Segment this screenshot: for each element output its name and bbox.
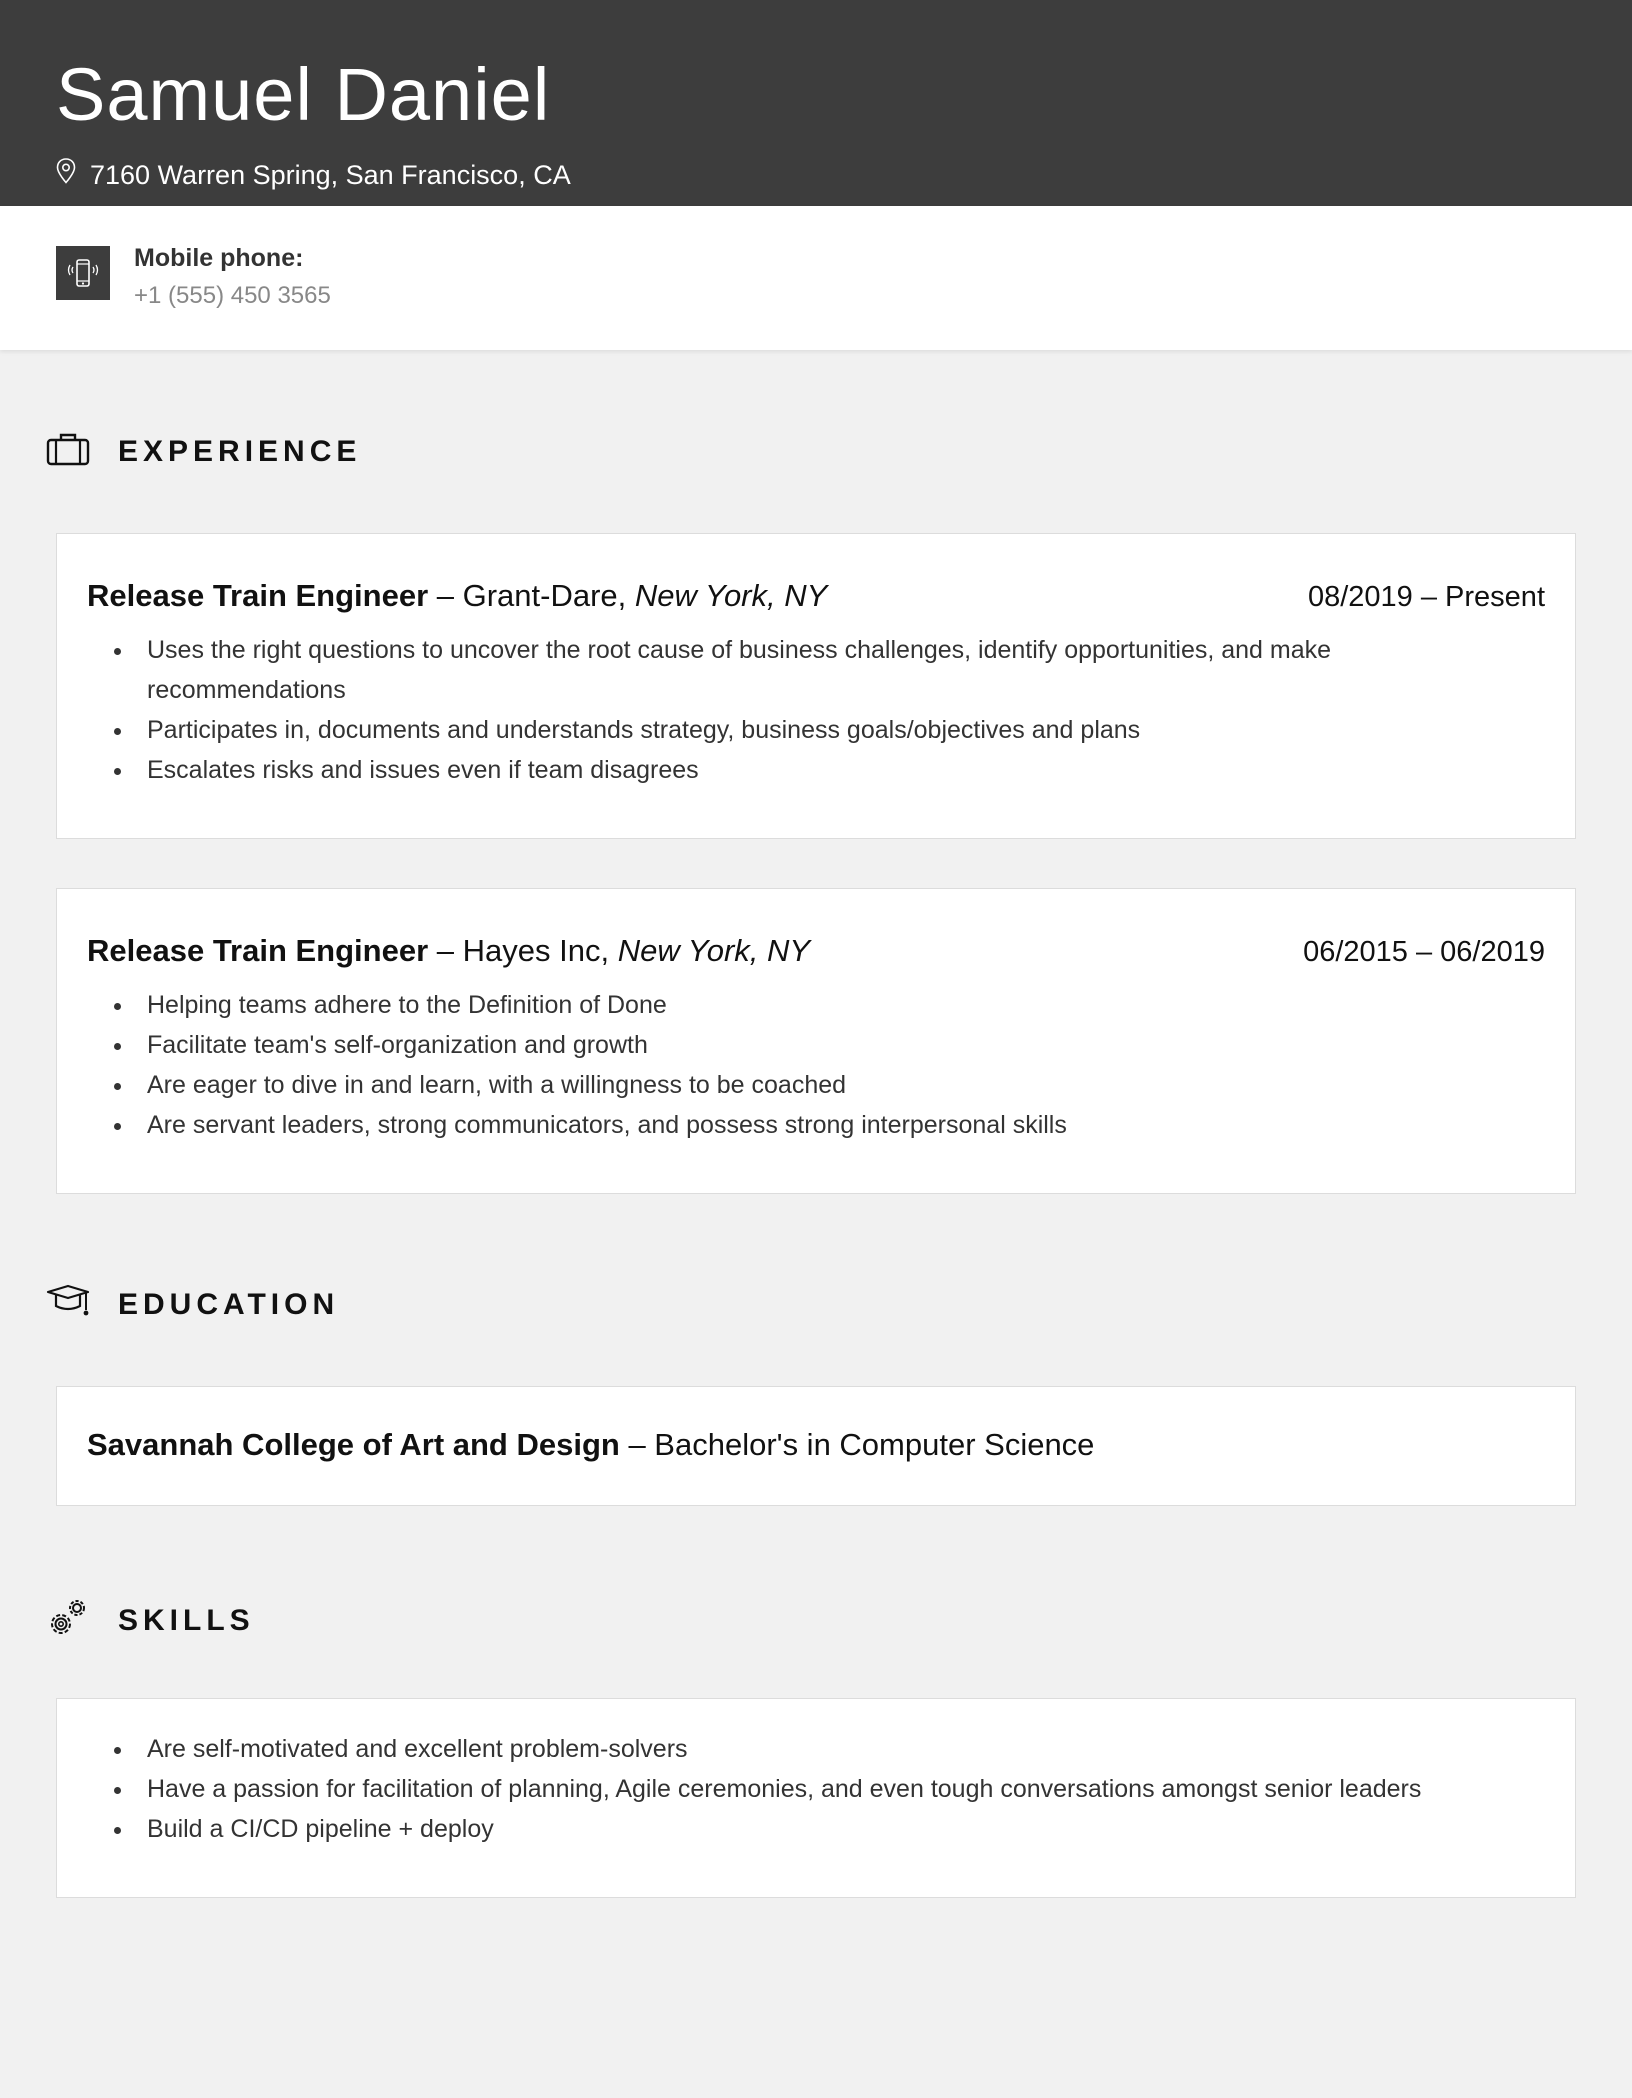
address-line <box>56 158 571 192</box>
list-item: • Are self-motivated and excellent problem-solvers <box>135 1729 1515 1769</box>
list-item: • Helping teams adhere to the Definition of Done <box>135 985 1385 1025</box>
education-line <box>87 1427 1094 1463</box>
list-item: • Are servant leaders, strong communicators, and possess strong interpersonal skills <box>135 1105 1385 1145</box>
location-pin-icon <box>56 158 76 192</box>
separator: – <box>428 578 463 613</box>
experience-card-1 <box>56 533 1576 839</box>
candidate-name: Samuel Daniel <box>56 53 551 136</box>
list-item: • Have a passion for facilitation of planning, Agile ceremonies, and even tough conversations amongst senior leaders <box>135 1769 1515 1809</box>
job-location: New York, NY <box>617 933 811 968</box>
job-header <box>87 578 1545 614</box>
contact-bar <box>0 206 1632 350</box>
list-item: • Escalates risks and issues even if team disagrees <box>135 750 1385 790</box>
job-dates: 08/2019 – Present <box>1307 581 1545 613</box>
education-section-title <box>46 1284 339 1325</box>
phone-number[interactable]: +1 (555) 450 3565 <box>134 282 331 309</box>
experience-card-2 <box>56 888 1576 1194</box>
list-item: • Are eager to dive in and learn, with a willingness to be coached <box>135 1065 1385 1105</box>
company-name: Grant-Dare, <box>462 578 635 613</box>
job-location: New York, NY <box>634 578 828 613</box>
gears-icon <box>46 1596 90 1645</box>
experience-section-title <box>46 432 361 471</box>
mobile-phone-icon <box>56 246 110 300</box>
job-bullets <box>135 985 1385 1145</box>
company-name: Hayes Inc, <box>462 933 618 968</box>
job-bullets <box>135 630 1385 790</box>
skills-section-title <box>46 1596 255 1645</box>
graduation-cap-icon <box>46 1284 90 1325</box>
list-item: • Participates in, documents and understands strategy, business goals/objectives and plans <box>135 710 1385 750</box>
address-text: 7160 Warren Spring, San Francisco, CA <box>90 160 571 190</box>
job-title-line <box>87 578 827 614</box>
phone-label: Mobile phone: <box>134 244 304 272</box>
separator: – <box>428 933 463 968</box>
resume-header <box>0 0 1632 206</box>
list-item: • Facilitate team's self-organization and growth <box>135 1025 1385 1065</box>
separator: – <box>619 1427 655 1462</box>
job-dates: 06/2015 – 06/2019 <box>1303 936 1545 968</box>
experience-heading: EXPERIENCE <box>118 434 362 468</box>
job-role: Release Train Engineer <box>87 933 429 968</box>
degree: Bachelor's in Computer Science <box>654 1427 1095 1462</box>
job-role: Release Train Engineer <box>87 578 429 613</box>
school-name: Savannah College of Art and Design <box>87 1427 620 1462</box>
education-card <box>56 1386 1576 1506</box>
job-title-line <box>87 933 810 969</box>
skills-list <box>135 1729 1515 1849</box>
skills-card <box>56 1698 1576 1898</box>
list-item: • Uses the right questions to uncover the root cause of business challenges, identify opportunities, and make recommendations <box>135 630 1385 710</box>
job-header <box>87 933 1545 969</box>
briefcase-icon <box>46 432 90 471</box>
list-item: • Build a CI/CD pipeline + deploy <box>135 1809 1515 1849</box>
skills-heading: SKILLS <box>118 1603 255 1637</box>
education-heading: EDUCATION <box>118 1287 340 1321</box>
